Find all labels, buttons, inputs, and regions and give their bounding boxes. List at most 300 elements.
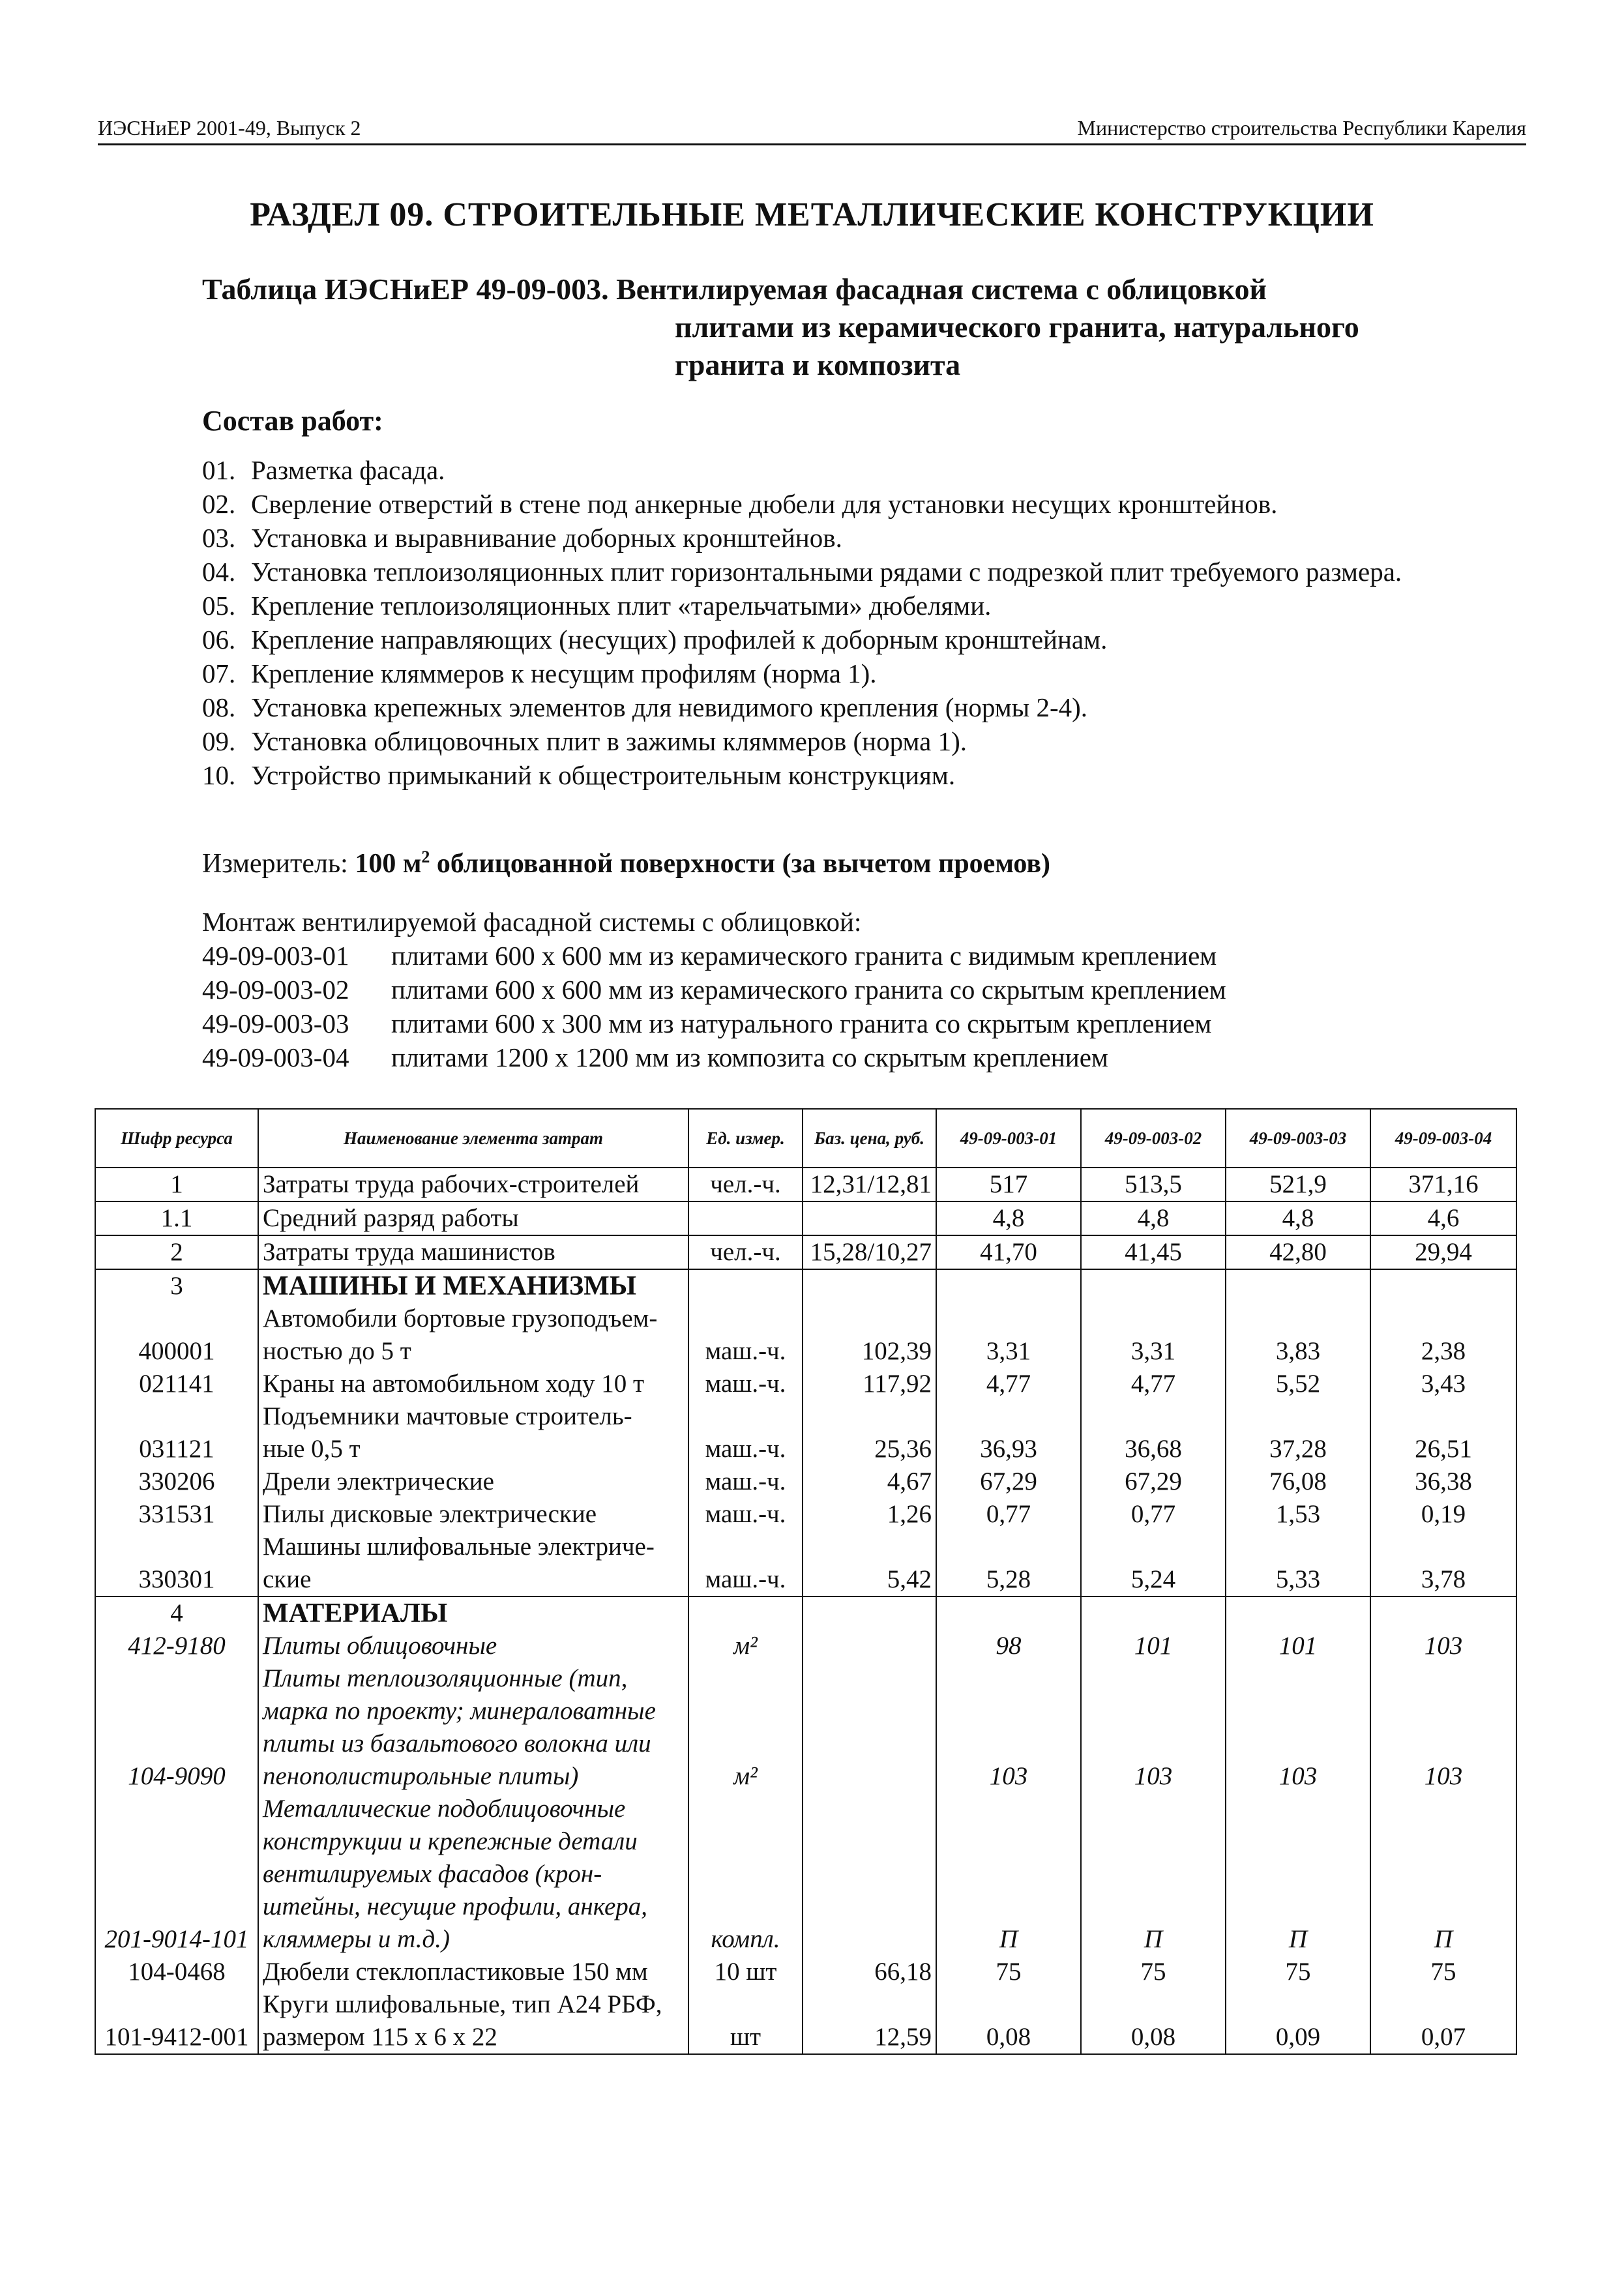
mount-text: плитами 1200 х 1200 мм из композита со скрытым креплением	[391, 1042, 1108, 1072]
table-cell	[1081, 1695, 1226, 1728]
table-row	[95, 1793, 1516, 1825]
table-cell: 4,8	[936, 1201, 1081, 1235]
header-right: Министерство строительства Республики Карелия	[1077, 116, 1526, 140]
column-header: 49-09-003-02	[1081, 1109, 1226, 1168]
table-cell: Затраты труда рабочих-строителей	[258, 1168, 688, 1201]
meter-line	[202, 847, 1050, 879]
table-cell: 330301	[95, 1563, 258, 1597]
table-cell: кляммеры и т.д.)	[258, 1923, 688, 1956]
table-cell	[1081, 1302, 1226, 1335]
table-cell	[1226, 1891, 1370, 1923]
table-cell: 3,83	[1226, 1335, 1370, 1368]
work-item	[202, 589, 1532, 623]
mount-items	[202, 939, 1226, 1074]
work-number: 09.	[202, 726, 236, 756]
table-cell	[936, 1531, 1081, 1563]
table-cell: 104-0468	[95, 1956, 258, 1988]
mount-item	[202, 973, 1226, 1007]
table-cell	[1370, 1662, 1516, 1695]
table-cell	[1081, 1662, 1226, 1695]
table-cell	[1081, 1858, 1226, 1891]
table-cell	[1226, 1531, 1370, 1563]
table-cell	[95, 1988, 258, 2021]
table-cell: 41,70	[936, 1235, 1081, 1269]
table-cell	[1081, 1728, 1226, 1760]
table-row	[95, 1302, 1516, 1335]
table-cell: 331531	[95, 1498, 258, 1531]
table-cell: 0,19	[1370, 1498, 1516, 1531]
table-cell: МАТЕРИАЛЫ	[258, 1597, 688, 1630]
table-cell: 330206	[95, 1465, 258, 1498]
table-cell: Пилы дисковые электрические	[258, 1498, 688, 1531]
table-cell: 103	[1370, 1760, 1516, 1793]
table-row	[95, 1235, 1516, 1269]
table-cell: Металлические подоблицовочные	[258, 1793, 688, 1825]
table-cell	[936, 1891, 1081, 1923]
table-cell: чел.-ч.	[688, 1168, 803, 1201]
table-cell	[1226, 1302, 1370, 1335]
work-item	[202, 623, 1532, 656]
table-row	[95, 1168, 1516, 1201]
table-cell	[95, 1793, 258, 1825]
table-cell: 117,92	[803, 1368, 936, 1400]
mount-code: 49-09-003-02	[202, 975, 349, 1005]
table-cell: 5,52	[1226, 1368, 1370, 1400]
work-item	[202, 656, 1532, 690]
table-cell	[688, 1825, 803, 1858]
table-cell: 36,68	[1081, 1433, 1226, 1465]
table-cell: 4,67	[803, 1465, 936, 1498]
table-cell: 0,09	[1226, 2021, 1370, 2054]
work-text: Крепление направляющих (несущих) профилей к доборным кронштейнам.	[251, 625, 1108, 655]
table-cell	[803, 1858, 936, 1891]
mount-text: плитами 600 х 300 мм из натурального гранита со скрытым креплением	[391, 1008, 1212, 1038]
table-cell	[803, 1630, 936, 1662]
table-cell	[803, 1662, 936, 1695]
table-cell	[936, 1988, 1081, 2021]
table-cell: 3,78	[1370, 1563, 1516, 1597]
table-cell	[688, 1597, 803, 1630]
table-cell: плиты из базальтового волокна или	[258, 1728, 688, 1760]
table-cell: 101	[1081, 1630, 1226, 1662]
table-cell: П	[936, 1923, 1081, 1956]
table-cell: 513,5	[1081, 1168, 1226, 1201]
work-number: 07.	[202, 658, 236, 688]
work-text: Крепление теплоизоляционных плит «тарельчатыми» дюбелями.	[251, 591, 992, 621]
table-cell	[1081, 1597, 1226, 1630]
table-row	[95, 1269, 1516, 1302]
table-cell: 102,39	[803, 1335, 936, 1368]
table-row	[95, 1760, 1516, 1793]
meter-label: Измеритель:	[202, 849, 355, 879]
column-header: 49-09-003-03	[1226, 1109, 1370, 1168]
mount-code: 49-09-003-03	[202, 1008, 349, 1038]
table-cell	[1081, 1988, 1226, 2021]
composition-title: Состав работ:	[202, 405, 383, 437]
table-cell: 76,08	[1226, 1465, 1370, 1498]
work-item	[202, 521, 1532, 555]
mount-code: 49-09-003-01	[202, 941, 349, 971]
table-cell: 5,28	[936, 1563, 1081, 1597]
table-title	[202, 271, 1506, 384]
table-cell: МАШИНЫ И МЕХАНИЗМЫ	[258, 1269, 688, 1302]
work-text: Разметка фасада.	[251, 455, 445, 485]
norms-table	[95, 1108, 1517, 2055]
table-cell: 66,18	[803, 1956, 936, 1988]
work-text: Установка облицовочных плит в зажимы кляммеров (норма 1).	[251, 726, 967, 756]
work-text: Сверление отверстий в стене под анкерные дюбели для установки несущих кронштейнов.	[251, 489, 1278, 519]
table-cell: 67,29	[1081, 1465, 1226, 1498]
table-row	[95, 1531, 1516, 1563]
table-cell: вентилируемых фасадов (крон-	[258, 1858, 688, 1891]
section-title: РАЗДЕЛ 09. СТРОИТЕЛЬНЫЕ МЕТАЛЛИЧЕСКИЕ КОНСТРУКЦИИ	[250, 196, 1374, 233]
table-row	[95, 1956, 1516, 1988]
table-cell: 12,31/12,81	[803, 1168, 936, 1201]
table-cell	[688, 1269, 803, 1302]
table-cell: 3,43	[1370, 1368, 1516, 1400]
table-cell: 75	[1081, 1956, 1226, 1988]
table-title-line-2: плитами из керамического гранита, натурального	[675, 310, 1359, 344]
header-left: ИЭСНиЕР 2001-49, Выпуск 2	[98, 116, 361, 140]
table-row	[95, 1433, 1516, 1465]
work-number: 03.	[202, 523, 236, 553]
work-number: 04.	[202, 557, 236, 587]
mount-item	[202, 939, 1226, 973]
table-cell	[95, 1858, 258, 1891]
table-cell: 5,24	[1081, 1563, 1226, 1597]
table-row	[95, 1695, 1516, 1728]
table-cell: ные 0,5 т	[258, 1433, 688, 1465]
work-text: Устройство примыканий к общестроительным конструкциям.	[251, 760, 956, 790]
column-header: 49-09-003-01	[936, 1109, 1081, 1168]
table-cell: 1.1	[95, 1201, 258, 1235]
table-cell: 2	[95, 1235, 258, 1269]
table-cell	[1370, 1988, 1516, 2021]
table-cell	[936, 1858, 1081, 1891]
table-row	[95, 1597, 1516, 1630]
table-cell: 41,45	[1081, 1235, 1226, 1269]
table-cell	[95, 1662, 258, 1695]
work-text: Установка и выравнивание доборных кронштейнов.	[251, 523, 842, 553]
table-cell	[1370, 1302, 1516, 1335]
table-cell: м²	[688, 1630, 803, 1662]
table-cell	[803, 1923, 936, 1956]
table-cell: м²	[688, 1760, 803, 1793]
table-cell: 5,33	[1226, 1563, 1370, 1597]
table-row	[95, 1858, 1516, 1891]
table-cell	[688, 1201, 803, 1235]
table-cell	[1081, 1400, 1226, 1433]
table-cell: пенополистирольные плиты)	[258, 1760, 688, 1793]
table-cell	[936, 1597, 1081, 1630]
table-cell: 101	[1226, 1630, 1370, 1662]
table-row	[95, 1400, 1516, 1433]
table-cell	[936, 1793, 1081, 1825]
table-cell	[803, 1531, 936, 1563]
table-cell	[1226, 1695, 1370, 1728]
work-item	[202, 758, 1532, 792]
table-cell: 1	[95, 1168, 258, 1201]
table-cell: 98	[936, 1630, 1081, 1662]
work-number: 02.	[202, 489, 236, 519]
table-cell	[688, 1728, 803, 1760]
table-cell	[936, 1400, 1081, 1433]
table-cell: маш.-ч.	[688, 1433, 803, 1465]
work-number: 05.	[202, 591, 236, 621]
table-cell	[803, 1891, 936, 1923]
table-cell: маш.-ч.	[688, 1368, 803, 1400]
table-cell: ские	[258, 1563, 688, 1597]
table-row	[95, 1891, 1516, 1923]
table-cell: маш.-ч.	[688, 1465, 803, 1498]
table-cell: 0,77	[1081, 1498, 1226, 1531]
column-header: 49-09-003-04	[1370, 1109, 1516, 1168]
table-cell: 521,9	[1226, 1168, 1370, 1201]
table-cell: чел.-ч.	[688, 1235, 803, 1269]
mount-item	[202, 1040, 1226, 1074]
table-cell: 10 шт	[688, 1956, 803, 1988]
table-cell	[803, 1302, 936, 1335]
works-list	[202, 453, 1532, 792]
work-item	[202, 555, 1532, 589]
meter-value: 100 $м^2$ облицованной поверхности (за вычетом проемов)	[355, 847, 1051, 879]
table-cell: 103	[1226, 1760, 1370, 1793]
work-item	[202, 487, 1532, 521]
table-cell	[95, 1728, 258, 1760]
table-cell: ностью до 5 т	[258, 1335, 688, 1368]
mount-text: плитами 600 х 600 мм из керамического гранита с видимым креплением	[391, 941, 1217, 971]
table-row	[95, 1368, 1516, 1400]
table-row	[95, 1563, 1516, 1597]
table-cell	[688, 1988, 803, 2021]
table-cell: 3,31	[1081, 1335, 1226, 1368]
table-cell	[803, 1695, 936, 1728]
mount-item	[202, 1007, 1226, 1040]
table-cell	[688, 1793, 803, 1825]
table-cell	[95, 1825, 258, 1858]
work-item	[202, 724, 1532, 758]
table-cell: конструкции и крепежные детали	[258, 1825, 688, 1858]
running-header	[91, 115, 1533, 141]
table-cell: Круги шлифовальные, тип А24 РБФ,	[258, 1988, 688, 2021]
table-cell	[688, 1662, 803, 1695]
table-cell	[688, 1531, 803, 1563]
table-cell	[1226, 1269, 1370, 1302]
table-body	[95, 1168, 1516, 2054]
table-cell: 12,59	[803, 2021, 936, 2054]
table-cell	[688, 1891, 803, 1923]
table-cell: 103	[1370, 1630, 1516, 1662]
table-row	[95, 1335, 1516, 1368]
table-cell: П	[1370, 1923, 1516, 1956]
table-cell	[936, 1302, 1081, 1335]
work-item	[202, 690, 1532, 724]
table-cell	[803, 1201, 936, 1235]
mount-intro: Монтаж вентилируемой фасадной системы с облицовкой:	[202, 907, 862, 937]
mount-code: 49-09-003-04	[202, 1042, 349, 1072]
table-title-line-3: гранита и композита	[675, 348, 961, 381]
table-cell: Автомобили бортовые грузоподъем-	[258, 1302, 688, 1335]
table-cell: П	[1226, 1923, 1370, 1956]
table-cell: 412-9180	[95, 1630, 258, 1662]
table-cell: 4,8	[1081, 1201, 1226, 1235]
table-cell	[1226, 1728, 1370, 1760]
table-cell	[1081, 1891, 1226, 1923]
table-cell	[1370, 1597, 1516, 1630]
column-header: Баз. цена, руб.	[803, 1109, 936, 1168]
table-cell: размером 115 х 6 х 22	[258, 2021, 688, 2054]
table-cell: 4,6	[1370, 1201, 1516, 1235]
table-cell	[95, 1891, 258, 1923]
table-cell	[688, 1695, 803, 1728]
table-cell: Машины шлифовальные электриче-	[258, 1531, 688, 1563]
table-cell	[803, 1400, 936, 1433]
table-cell	[1370, 1728, 1516, 1760]
table-cell: 2,38	[1370, 1335, 1516, 1368]
table-cell	[1226, 1825, 1370, 1858]
table-cell	[1081, 1793, 1226, 1825]
table-cell	[1081, 1531, 1226, 1563]
table-cell: 371,16	[1370, 1168, 1516, 1201]
table-cell: 0,08	[936, 2021, 1081, 2054]
table-cell	[1370, 1891, 1516, 1923]
table-cell	[1226, 1400, 1370, 1433]
table-cell: Краны на автомобильном ходу 10 т	[258, 1368, 688, 1400]
table-cell: маш.-ч.	[688, 1563, 803, 1597]
mount-block	[202, 905, 1226, 1074]
table-cell	[1226, 1597, 1370, 1630]
table-row	[95, 1662, 1516, 1695]
table-row	[95, 1201, 1516, 1235]
table-cell: 201-9014-101	[95, 1923, 258, 1956]
column-header: Ед. измер.	[688, 1109, 803, 1168]
table-cell	[936, 1269, 1081, 1302]
table-cell	[803, 1269, 936, 1302]
table-cell	[95, 1302, 258, 1335]
header-rule	[98, 143, 1526, 145]
table-cell: 75	[1226, 1956, 1370, 1988]
table-cell	[688, 1858, 803, 1891]
table-cell	[688, 1302, 803, 1335]
table-cell: 031121	[95, 1433, 258, 1465]
table-cell	[688, 1400, 803, 1433]
table-cell: марка по проекту; минераловатные	[258, 1695, 688, 1728]
table-cell: 15,28/10,27	[803, 1235, 936, 1269]
table-cell	[95, 1400, 258, 1433]
table-cell	[1370, 1793, 1516, 1825]
table-cell	[1226, 1662, 1370, 1695]
table-cell: 101-9412-001	[95, 2021, 258, 2054]
table-cell: 26,51	[1370, 1433, 1516, 1465]
table-cell: 0,07	[1370, 2021, 1516, 2054]
table-row	[95, 1728, 1516, 1760]
table-cell: Затраты труда машинистов	[258, 1235, 688, 1269]
work-item	[202, 453, 1532, 487]
table-row	[95, 1923, 1516, 1956]
table-cell: 1,26	[803, 1498, 936, 1531]
table-row	[95, 1465, 1516, 1498]
table-cell	[936, 1662, 1081, 1695]
table-cell: компл.	[688, 1923, 803, 1956]
table-cell	[803, 1728, 936, 1760]
table-cell: Средний разряд работы	[258, 1201, 688, 1235]
table-cell: 1,53	[1226, 1498, 1370, 1531]
table-cell: 5,42	[803, 1563, 936, 1597]
table-cell: 36,38	[1370, 1465, 1516, 1498]
work-number: 10.	[202, 760, 236, 790]
table-cell: 29,94	[1370, 1235, 1516, 1269]
work-text: Крепление кляммеров к несущим профилям (норма 1).	[251, 658, 877, 688]
table-cell	[1226, 1858, 1370, 1891]
table-cell	[1370, 1825, 1516, 1858]
mount-text: плитами 600 х 600 мм из керамического гранита со скрытым креплением	[391, 975, 1226, 1005]
table-cell: 75	[1370, 1956, 1516, 1988]
table-cell	[1370, 1695, 1516, 1728]
table-cell	[936, 1728, 1081, 1760]
work-number: 08.	[202, 692, 236, 722]
table-cell: 104-9090	[95, 1760, 258, 1793]
table-cell: 36,93	[936, 1433, 1081, 1465]
table-cell	[803, 1988, 936, 2021]
table-cell	[1370, 1531, 1516, 1563]
table-cell: 3	[95, 1269, 258, 1302]
table-cell: маш.-ч.	[688, 1335, 803, 1368]
table-cell: Подъемники мачтовые строитель-	[258, 1400, 688, 1433]
work-text: Установка теплоизоляционных плит горизонтальными рядами с подрезкой плит требуемого размера.	[251, 557, 1402, 587]
table-cell	[1370, 1858, 1516, 1891]
table-cell: 103	[1081, 1760, 1226, 1793]
table-cell: П	[1081, 1923, 1226, 1956]
table-cell	[1081, 1825, 1226, 1858]
table-cell: Плиты облицовочные	[258, 1630, 688, 1662]
table-cell: Плиты теплоизоляционные (тип,	[258, 1662, 688, 1695]
table-cell	[803, 1793, 936, 1825]
table-cell	[936, 1695, 1081, 1728]
table-cell: 0,08	[1081, 2021, 1226, 2054]
work-number: 01.	[202, 455, 236, 485]
table-cell	[803, 1597, 936, 1630]
table-header-row	[95, 1109, 1516, 1168]
table-cell: 37,28	[1226, 1433, 1370, 1465]
table-cell: 42,80	[1226, 1235, 1370, 1269]
table-cell: маш.-ч.	[688, 1498, 803, 1531]
table-row	[95, 1498, 1516, 1531]
table-cell: Дюбели стеклопластиковые 150 мм	[258, 1956, 688, 1988]
table-cell	[95, 1531, 258, 1563]
work-text: Установка крепежных элементов для невидимого крепления (нормы 2-4).	[251, 692, 1088, 722]
column-header: Шифр ресурса	[95, 1109, 258, 1168]
table-cell: 0,77	[936, 1498, 1081, 1531]
table-cell: 103	[936, 1760, 1081, 1793]
table-row	[95, 1988, 1516, 2021]
table-cell: 25,36	[803, 1433, 936, 1465]
table-cell: 3,31	[936, 1335, 1081, 1368]
table-cell	[95, 1695, 258, 1728]
table-cell: 67,29	[936, 1465, 1081, 1498]
table-cell	[1370, 1400, 1516, 1433]
table-row	[95, 2021, 1516, 2054]
table-cell: 517	[936, 1168, 1081, 1201]
table-cell: штейны, несущие профили, анкера,	[258, 1891, 688, 1923]
table-cell: 4,77	[1081, 1368, 1226, 1400]
table-cell: Дрели электрические	[258, 1465, 688, 1498]
table-cell: 4,77	[936, 1368, 1081, 1400]
table-cell	[1081, 1269, 1226, 1302]
table-cell: 75	[936, 1956, 1081, 1988]
table-cell	[803, 1825, 936, 1858]
table-cell: 400001	[95, 1335, 258, 1368]
table-row	[95, 1630, 1516, 1662]
